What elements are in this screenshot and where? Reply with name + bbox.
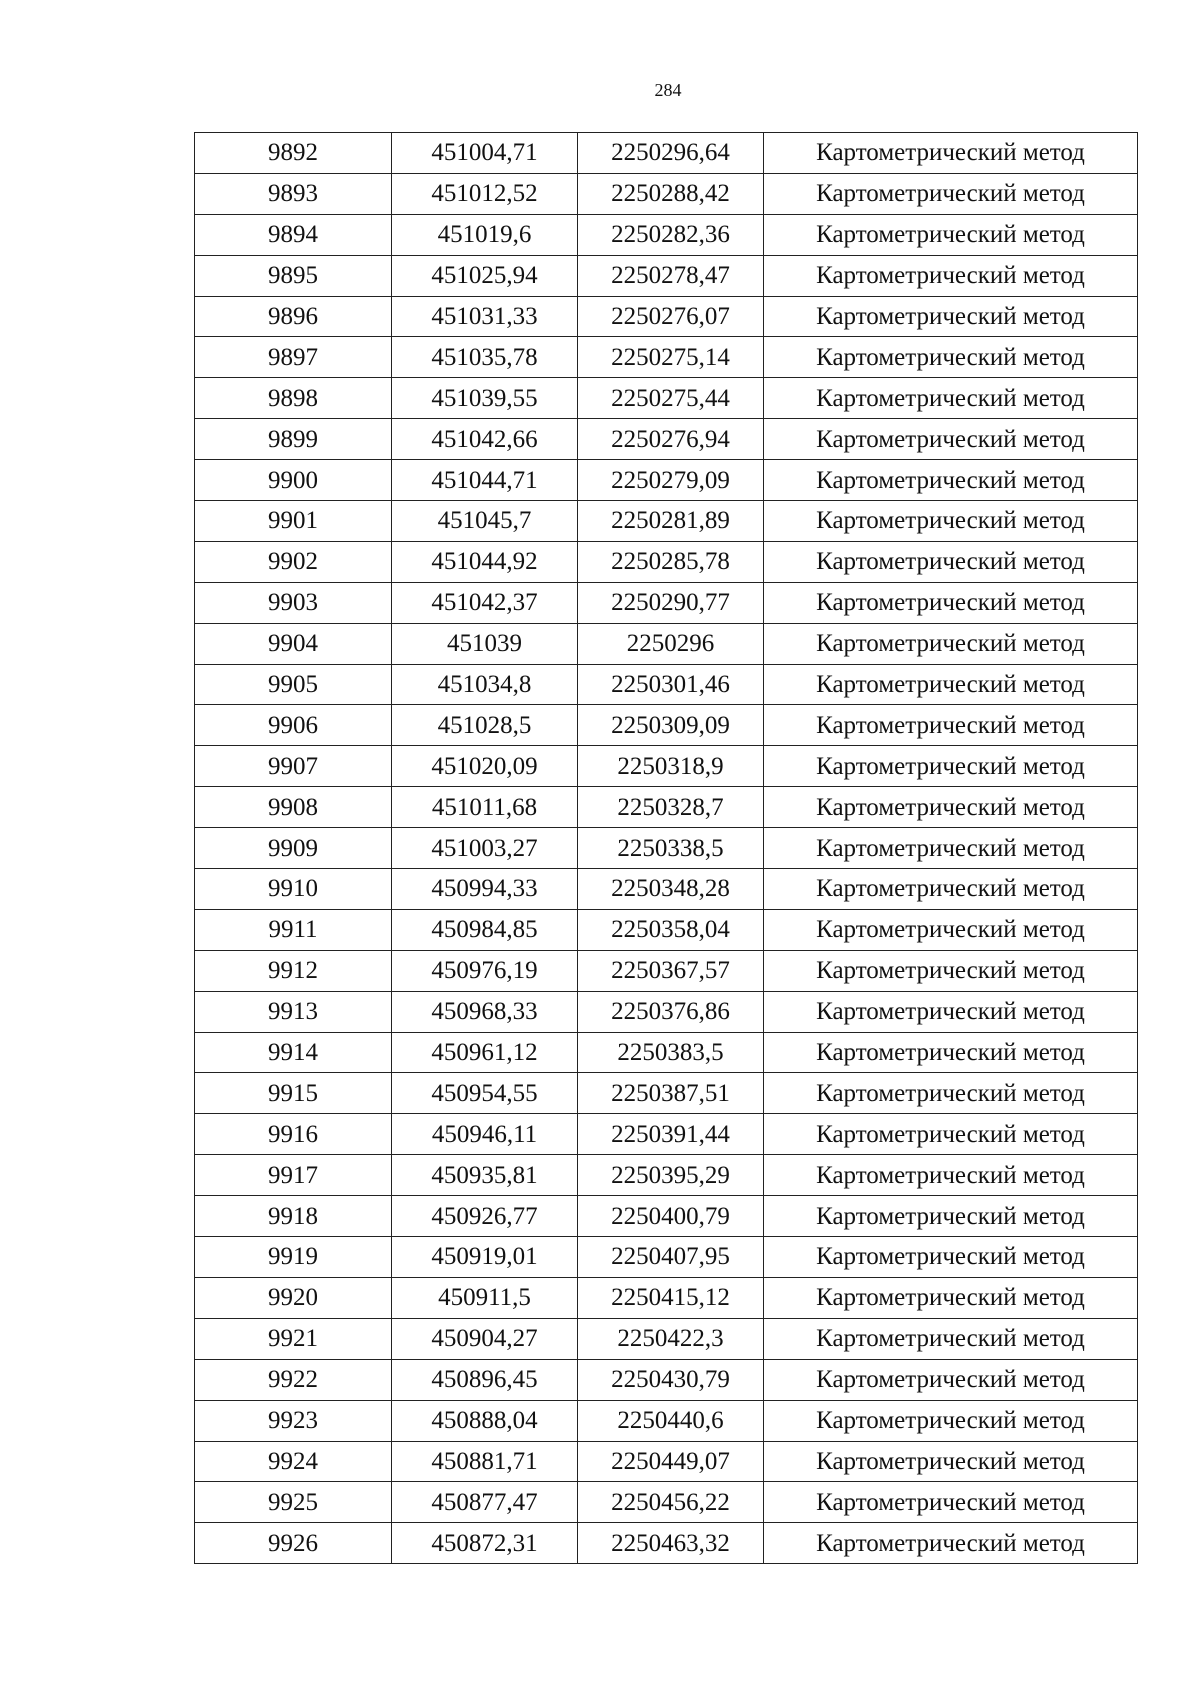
point-number-cell: 9913	[195, 991, 392, 1032]
method-cell: Картометрический метод	[764, 337, 1138, 378]
table-row	[195, 378, 1138, 419]
x-coordinate-cell: 450926,77	[392, 1196, 578, 1237]
method-cell: Картометрический метод	[764, 255, 1138, 296]
method-cell: Картометрический метод	[764, 950, 1138, 991]
x-coordinate-cell: 450896,45	[392, 1359, 578, 1400]
x-coordinate-cell: 451025,94	[392, 255, 578, 296]
point-number-cell: 9914	[195, 1032, 392, 1073]
y-coordinate-cell: 2250463,32	[578, 1523, 764, 1564]
y-coordinate-cell: 2250376,86	[578, 991, 764, 1032]
table-row	[195, 1032, 1138, 1073]
y-coordinate-cell: 2250301,46	[578, 664, 764, 705]
table-row	[195, 501, 1138, 542]
method-cell: Картометрический метод	[764, 869, 1138, 910]
y-coordinate-cell: 2250422,3	[578, 1318, 764, 1359]
method-cell: Картометрический метод	[764, 1400, 1138, 1441]
x-coordinate-cell: 451012,52	[392, 173, 578, 214]
table-row	[195, 623, 1138, 664]
y-coordinate-cell: 2250276,94	[578, 419, 764, 460]
point-number-cell: 9901	[195, 501, 392, 542]
table-row	[195, 664, 1138, 705]
method-cell: Картометрический метод	[764, 991, 1138, 1032]
method-cell: Картометрический метод	[764, 1441, 1138, 1482]
point-number-cell: 9920	[195, 1277, 392, 1318]
x-coordinate-cell: 451011,68	[392, 787, 578, 828]
method-cell: Картометрический метод	[764, 1482, 1138, 1523]
coordinates-table-body	[195, 133, 1138, 1564]
y-coordinate-cell: 2250296	[578, 623, 764, 664]
x-coordinate-cell: 451034,8	[392, 664, 578, 705]
point-number-cell: 9917	[195, 1155, 392, 1196]
point-number-cell: 9925	[195, 1482, 392, 1523]
point-number-cell: 9894	[195, 214, 392, 255]
x-coordinate-cell: 451031,33	[392, 296, 578, 337]
method-cell: Картометрический метод	[764, 1523, 1138, 1564]
y-coordinate-cell: 2250275,14	[578, 337, 764, 378]
x-coordinate-cell: 450911,5	[392, 1277, 578, 1318]
x-coordinate-cell: 450961,12	[392, 1032, 578, 1073]
table-row	[195, 950, 1138, 991]
y-coordinate-cell: 2250328,7	[578, 787, 764, 828]
method-cell: Картометрический метод	[764, 1196, 1138, 1237]
table-row	[195, 296, 1138, 337]
method-cell: Картометрический метод	[764, 214, 1138, 255]
method-cell: Картометрический метод	[764, 746, 1138, 787]
table-row	[195, 1482, 1138, 1523]
point-number-cell: 9897	[195, 337, 392, 378]
table-row	[195, 1114, 1138, 1155]
point-number-cell: 9918	[195, 1196, 392, 1237]
point-number-cell: 9909	[195, 828, 392, 869]
table-row	[195, 541, 1138, 582]
point-number-cell: 9923	[195, 1400, 392, 1441]
x-coordinate-cell: 451039	[392, 623, 578, 664]
y-coordinate-cell: 2250309,09	[578, 705, 764, 746]
table-row	[195, 419, 1138, 460]
x-coordinate-cell: 451020,09	[392, 746, 578, 787]
y-coordinate-cell: 2250358,04	[578, 909, 764, 950]
point-number-cell: 9904	[195, 623, 392, 664]
y-coordinate-cell: 2250391,44	[578, 1114, 764, 1155]
y-coordinate-cell: 2250383,5	[578, 1032, 764, 1073]
point-number-cell: 9908	[195, 787, 392, 828]
y-coordinate-cell: 2250395,29	[578, 1155, 764, 1196]
method-cell: Картометрический метод	[764, 378, 1138, 419]
x-coordinate-cell: 451045,7	[392, 501, 578, 542]
point-number-cell: 9893	[195, 173, 392, 214]
table-row	[195, 460, 1138, 501]
x-coordinate-cell: 450946,11	[392, 1114, 578, 1155]
method-cell: Картометрический метод	[764, 909, 1138, 950]
method-cell: Картометрический метод	[764, 419, 1138, 460]
method-cell: Картометрический метод	[764, 173, 1138, 214]
table-row	[195, 705, 1138, 746]
table-row	[195, 1196, 1138, 1237]
point-number-cell: 9899	[195, 419, 392, 460]
table-row	[195, 582, 1138, 623]
y-coordinate-cell: 2250318,9	[578, 746, 764, 787]
y-coordinate-cell: 2250440,6	[578, 1400, 764, 1441]
x-coordinate-cell: 450877,47	[392, 1482, 578, 1523]
table-row	[195, 991, 1138, 1032]
x-coordinate-cell: 450919,01	[392, 1237, 578, 1278]
point-number-cell: 9895	[195, 255, 392, 296]
y-coordinate-cell: 2250348,28	[578, 869, 764, 910]
x-coordinate-cell: 451039,55	[392, 378, 578, 419]
x-coordinate-cell: 450888,04	[392, 1400, 578, 1441]
y-coordinate-cell: 2250456,22	[578, 1482, 764, 1523]
point-number-cell: 9915	[195, 1073, 392, 1114]
y-coordinate-cell: 2250288,42	[578, 173, 764, 214]
table-row	[195, 1523, 1138, 1564]
table-row	[195, 1400, 1138, 1441]
y-coordinate-cell: 2250276,07	[578, 296, 764, 337]
table-row	[195, 1155, 1138, 1196]
point-number-cell: 9896	[195, 296, 392, 337]
method-cell: Картометрический метод	[764, 501, 1138, 542]
point-number-cell: 9900	[195, 460, 392, 501]
x-coordinate-cell: 451004,71	[392, 133, 578, 174]
y-coordinate-cell: 2250290,77	[578, 582, 764, 623]
method-cell: Картометрический метод	[764, 623, 1138, 664]
point-number-cell: 9911	[195, 909, 392, 950]
table-row	[195, 1073, 1138, 1114]
method-cell: Картометрический метод	[764, 1237, 1138, 1278]
table-row	[195, 869, 1138, 910]
x-coordinate-cell: 450935,81	[392, 1155, 578, 1196]
y-coordinate-cell: 2250296,64	[578, 133, 764, 174]
method-cell: Картометрический метод	[764, 460, 1138, 501]
point-number-cell: 9921	[195, 1318, 392, 1359]
method-cell: Картометрический метод	[764, 1359, 1138, 1400]
y-coordinate-cell: 2250282,36	[578, 214, 764, 255]
table-row	[195, 1277, 1138, 1318]
method-cell: Картометрический метод	[764, 1155, 1138, 1196]
x-coordinate-cell: 451042,37	[392, 582, 578, 623]
table-row	[195, 133, 1138, 174]
point-number-cell: 9924	[195, 1441, 392, 1482]
y-coordinate-cell: 2250279,09	[578, 460, 764, 501]
table-row	[195, 1441, 1138, 1482]
point-number-cell: 9926	[195, 1523, 392, 1564]
method-cell: Картометрический метод	[764, 787, 1138, 828]
y-coordinate-cell: 2250285,78	[578, 541, 764, 582]
x-coordinate-cell: 450881,71	[392, 1441, 578, 1482]
point-number-cell: 9916	[195, 1114, 392, 1155]
x-coordinate-cell: 450954,55	[392, 1073, 578, 1114]
y-coordinate-cell: 2250281,89	[578, 501, 764, 542]
table-row	[195, 1318, 1138, 1359]
table-row	[195, 337, 1138, 378]
x-coordinate-cell: 450994,33	[392, 869, 578, 910]
x-coordinate-cell: 450976,19	[392, 950, 578, 991]
y-coordinate-cell: 2250338,5	[578, 828, 764, 869]
point-number-cell: 9903	[195, 582, 392, 623]
point-number-cell: 9905	[195, 664, 392, 705]
x-coordinate-cell: 451035,78	[392, 337, 578, 378]
y-coordinate-cell: 2250367,57	[578, 950, 764, 991]
point-number-cell: 9898	[195, 378, 392, 419]
page-number: 284	[654, 80, 682, 100]
table-row	[195, 787, 1138, 828]
y-coordinate-cell: 2250415,12	[578, 1277, 764, 1318]
x-coordinate-cell: 451028,5	[392, 705, 578, 746]
y-coordinate-cell: 2250275,44	[578, 378, 764, 419]
method-cell: Картометрический метод	[764, 1114, 1138, 1155]
y-coordinate-cell: 2250449,07	[578, 1441, 764, 1482]
point-number-cell: 9906	[195, 705, 392, 746]
x-coordinate-cell: 451003,27	[392, 828, 578, 869]
x-coordinate-cell: 450984,85	[392, 909, 578, 950]
y-coordinate-cell: 2250387,51	[578, 1073, 764, 1114]
table-row	[195, 909, 1138, 950]
y-coordinate-cell: 2250407,95	[578, 1237, 764, 1278]
method-cell: Картометрический метод	[764, 133, 1138, 174]
table-row	[195, 1359, 1138, 1400]
table-row	[195, 173, 1138, 214]
method-cell: Картометрический метод	[764, 664, 1138, 705]
method-cell: Картометрический метод	[764, 1277, 1138, 1318]
method-cell: Картометрический метод	[764, 828, 1138, 869]
y-coordinate-cell: 2250400,79	[578, 1196, 764, 1237]
x-coordinate-cell: 451042,66	[392, 419, 578, 460]
point-number-cell: 9892	[195, 133, 392, 174]
method-cell: Картометрический метод	[764, 1032, 1138, 1073]
table-row	[195, 255, 1138, 296]
coordinates-table	[194, 132, 1138, 1564]
method-cell: Картометрический метод	[764, 1073, 1138, 1114]
y-coordinate-cell: 2250430,79	[578, 1359, 764, 1400]
point-number-cell: 9912	[195, 950, 392, 991]
table-row	[195, 746, 1138, 787]
table-row	[195, 828, 1138, 869]
table-row	[195, 214, 1138, 255]
method-cell: Картометрический метод	[764, 296, 1138, 337]
x-coordinate-cell: 450968,33	[392, 991, 578, 1032]
x-coordinate-cell: 451044,71	[392, 460, 578, 501]
x-coordinate-cell: 450904,27	[392, 1318, 578, 1359]
y-coordinate-cell: 2250278,47	[578, 255, 764, 296]
x-coordinate-cell: 451019,6	[392, 214, 578, 255]
method-cell: Картометрический метод	[764, 705, 1138, 746]
method-cell: Картометрический метод	[764, 582, 1138, 623]
method-cell: Картометрический метод	[764, 541, 1138, 582]
point-number-cell: 9907	[195, 746, 392, 787]
point-number-cell: 9910	[195, 869, 392, 910]
table-row	[195, 1237, 1138, 1278]
point-number-cell: 9919	[195, 1237, 392, 1278]
method-cell: Картометрический метод	[764, 1318, 1138, 1359]
x-coordinate-cell: 451044,92	[392, 541, 578, 582]
point-number-cell: 9902	[195, 541, 392, 582]
x-coordinate-cell: 450872,31	[392, 1523, 578, 1564]
point-number-cell: 9922	[195, 1359, 392, 1400]
